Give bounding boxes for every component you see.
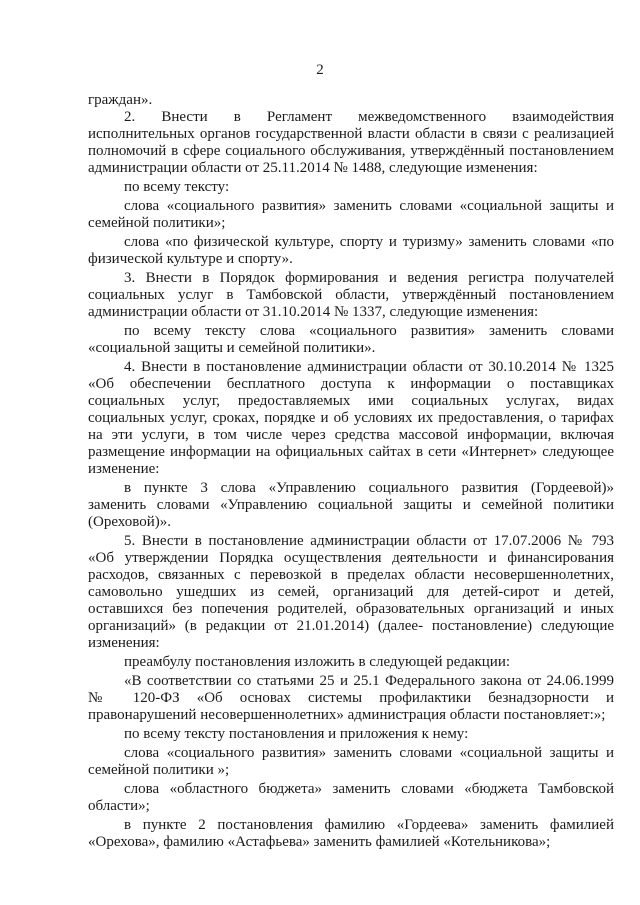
text-line: «социальной защиты и семейной политики». <box>88 340 376 356</box>
text-line: 5. Внести в постановление администрации области от 17.07.2006 № 793 <box>124 533 614 549</box>
text-line: слова «социального развития» заменить словами «социальной защиты и <box>124 198 614 214</box>
text-line: социальных услуг, сроках, порядке и об условиях их предоставления, о тарифах <box>88 410 614 426</box>
text-line: преамбулу постановления изложить в следующей редакции: <box>124 654 511 670</box>
text-line: в пункте 3 слова «Управлению социального развития (Гордеевой)» <box>124 480 614 496</box>
text-line: на эти услуги, в том числе через средства массовой информации, включая <box>88 427 614 443</box>
text-line: расходов, связанных с перевозкой в пределах области несовершеннолетних, <box>88 567 614 583</box>
text-line: граждан». <box>88 92 153 108</box>
text-line: 2. Внести в Регламент межведомственного взаимодействия <box>124 109 614 125</box>
text-line: «В соответствии со статьями 25 и 25.1 Федерального закона от 24.06.1999 <box>124 673 614 689</box>
text-line: размещение информации на официальных сайтах в сети «Интернет» следующее <box>88 444 614 460</box>
text-line: слова «областного бюджета» заменить словами «бюджета Тамбовской <box>124 781 614 797</box>
text-line: по всему тексту постановления и приложения к нему: <box>124 726 469 742</box>
text-line: социальных услуг, предоставляемых ими социальных услугах, видах <box>88 393 614 409</box>
text-line: 4. Внести в постановление администрации области от 30.10.2014 № 1325 <box>124 359 614 375</box>
text-line: изменение: <box>88 461 160 477</box>
text-line: № 120-ФЗ «Об основах системы профилактики безнадзорности и <box>88 690 614 706</box>
text-line: организаций» (в редакции от 21.01.2014) (далее- постановление) следующие <box>88 618 614 634</box>
text-line: по всему тексту: <box>124 179 230 195</box>
text-line: исполнительных органов государственной власти области в связи с реализацией <box>88 126 614 142</box>
text-line: администрации области от 25.11.2014 № 1488, следующие изменения: <box>88 160 538 176</box>
text-line: слова «социального развития» заменить словами «социальной защиты и <box>124 745 614 761</box>
text-line: семейной политики»; <box>88 215 226 231</box>
text-line: изменения: <box>88 635 160 651</box>
text-line: полномочий в сфере социального обслуживания, утверждённый постановлением <box>88 143 614 159</box>
document-body <box>88 92 614 851</box>
text-line: (Ореховой)». <box>88 514 171 530</box>
text-line: заменить словами «Управлению социальной защиты и семейной политики <box>88 497 614 513</box>
text-line: по всему тексту слова «социального развития» заменить словами <box>124 323 614 339</box>
text-line: администрации области от 31.10.2014 № 1337, следующие изменения: <box>88 304 539 320</box>
text-line: «Об обеспечении бесплатного доступа к информации о поставщиках <box>88 376 614 392</box>
text-line: области»; <box>88 798 150 814</box>
text-line: физической культуре и спорту». <box>88 251 293 267</box>
text-line: самовольно ушедших из семей, организаций для детей-сирот и детей, <box>88 584 614 600</box>
text-line: «Орехова», фамилию «Астафьева» заменить фамилией «Котельникова»; <box>88 834 551 850</box>
text-line: оставшихся без попечения родителей, образовательных организаций и иных <box>88 601 614 617</box>
text-line: социальных услуг в Тамбовской области, утверждённый постановлением <box>88 287 614 303</box>
text-line: «Об утверждении Порядка осуществления деятельности и финансирования <box>88 550 614 566</box>
text-line: 3. Внести в Порядок формирования и ведения регистра получателей <box>124 270 614 286</box>
text-line: правонарушений несовершеннолетних» администрация области постановляет:»; <box>88 707 606 723</box>
text-line: слова «по физической культуре, спорту и туризму» заменить словами «по <box>124 234 614 250</box>
text-line: семейной политики »; <box>88 762 230 778</box>
text-line: в пункте 2 постановления фамилию «Гордеева» заменить фамилией <box>124 817 614 833</box>
page-number: 2 <box>316 62 324 78</box>
